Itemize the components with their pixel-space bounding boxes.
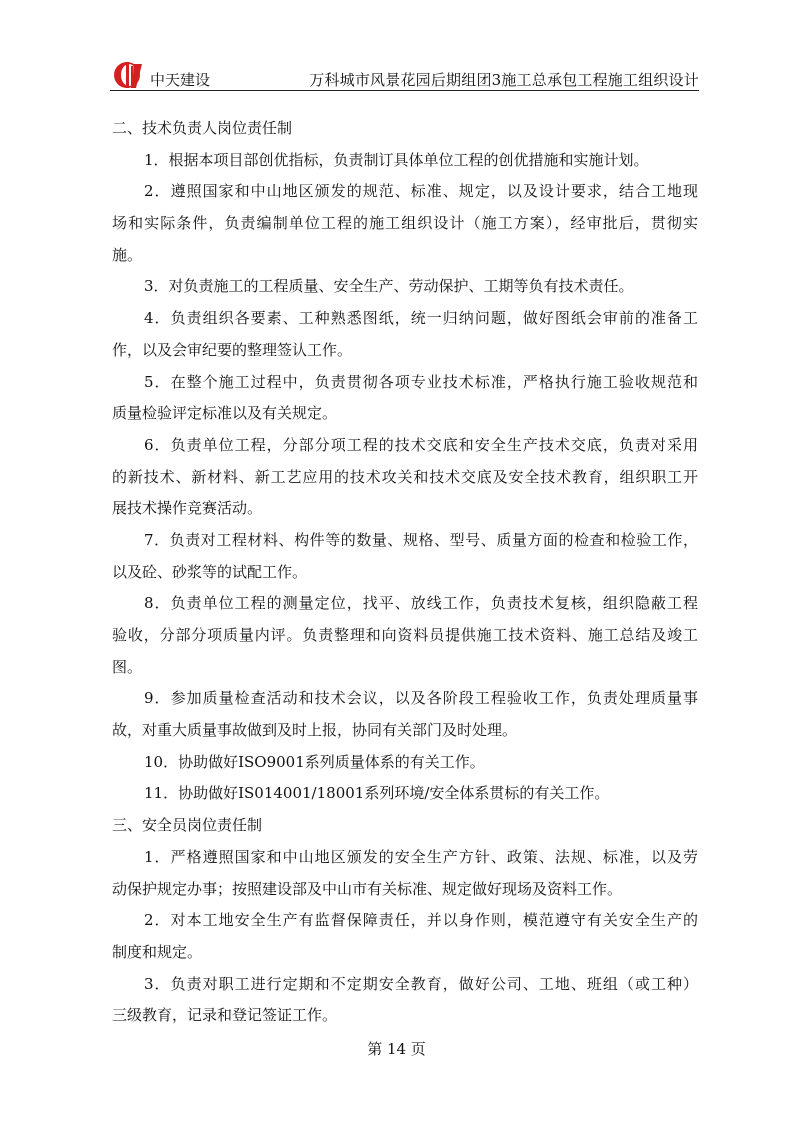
page-number: 第 14 页 [367,1040,426,1058]
paragraph-line: 5．在整个施工过程中，负责贯彻各项专业技术标准，严格执行施工验收规范和 [144,372,698,391]
paragraph-line: 三级教育，记录和登记签证工作。 [112,1006,338,1025]
paragraph-line: 制度和规定。 [112,942,203,961]
paragraph-line: 6．负责单位工程，分部分项工程的技术交底和安全生产技术交底，负责对采用 [144,435,698,454]
company-logo-icon [112,60,146,90]
paragraph-line: 作，以及会审纪要的整理签认工作。 [112,340,353,359]
paragraph-line: 3．负责对职工进行定期和不定期安全教育，做好公司、工地、班组（或工种） [144,974,698,993]
paragraph-line: 展技术操作竞赛活动。 [112,499,263,518]
paragraph-line: 9．参加质量检查活动和技术会议，以及各阶段工程验收工作，负责处理质量事 [144,689,698,708]
paragraph-line: 动保护规定办事；按照建设部及中山市有关标准、规定做好现场及资料工作。 [112,879,623,898]
paragraph-line: 的新技术、新材料、新工艺应用的技术攻关和技术交底及安全技术教育，组织职工开 [112,467,698,486]
paragraph-line: 以及砼、砂浆等的试配工作。 [112,562,308,581]
paragraph-line: 11．协助做好IS014001/18001系列环境/安全体系贯标的有关工作。 [144,784,610,803]
page-header [110,60,699,91]
paragraph-line: 施。 [112,245,143,264]
paragraph-line: 验收，分部分项质量内评。负责整理和向资料员提供施工技术资料、施工总结及竣工 [112,626,698,644]
company-name: 中天建设 [150,71,211,89]
paragraph-line: 1．根据本项目部创优指标，负责制订具体单位工程的创优措施和实施计划。 [144,150,649,169]
paragraph-line: 2．遵照国家和中山地区颁发的规范、标准、规定，以及设计要求，结合工地现 [144,182,698,201]
paragraph-line: 故，对重大质量事故做到及时上报，协同有关部门及时处理。 [112,721,518,740]
section-heading: 三、安全员岗位责任制 [112,816,263,835]
paragraph-line: 3．对负责施工的工程质量、安全生产、劳动保护、工期等负有技术责任。 [144,277,634,296]
paragraph-line: 1．严格遵照国家和中山地区颁发的安全生产方针、政策、法规、标准，以及劳 [144,847,698,866]
document-body [112,117,698,1036]
paragraph-line: 4．负责组织各要素、工种熟悉图纸，统一归纳问题，做好图纸会审前的准备工 [144,309,698,328]
paragraph-line: 质量检验评定标准以及有关规定。 [112,404,338,423]
paragraph-line: 场和实际条件，负责编制单位工程的施工组织设计（施工方案），经审批后，贯彻实 [112,214,698,233]
paragraph-line: 2．对本工地安全生产有监督保障责任，并以身作则，模范遵守有关安全生产的 [144,911,698,930]
document-title: 万科城市风景花园后期组团3施工总承包工程施工组织设计 [309,71,699,89]
section-heading: 二、技术负责人岗位责任制 [112,119,293,137]
paragraph-line: 8．负责单位工程的测量定位，找平、放线工作，负责技术复核，组织隐蔽工程 [144,594,698,613]
paragraph-line: 10．协助做好ISO9001系列质量体系的有关工作。 [144,752,485,771]
paragraph-line: 图。 [112,657,143,676]
paragraph-line: 7．负责对工程材料、构件等的数量、规格、型号、质量方面的检查和检验工作， [144,530,698,549]
